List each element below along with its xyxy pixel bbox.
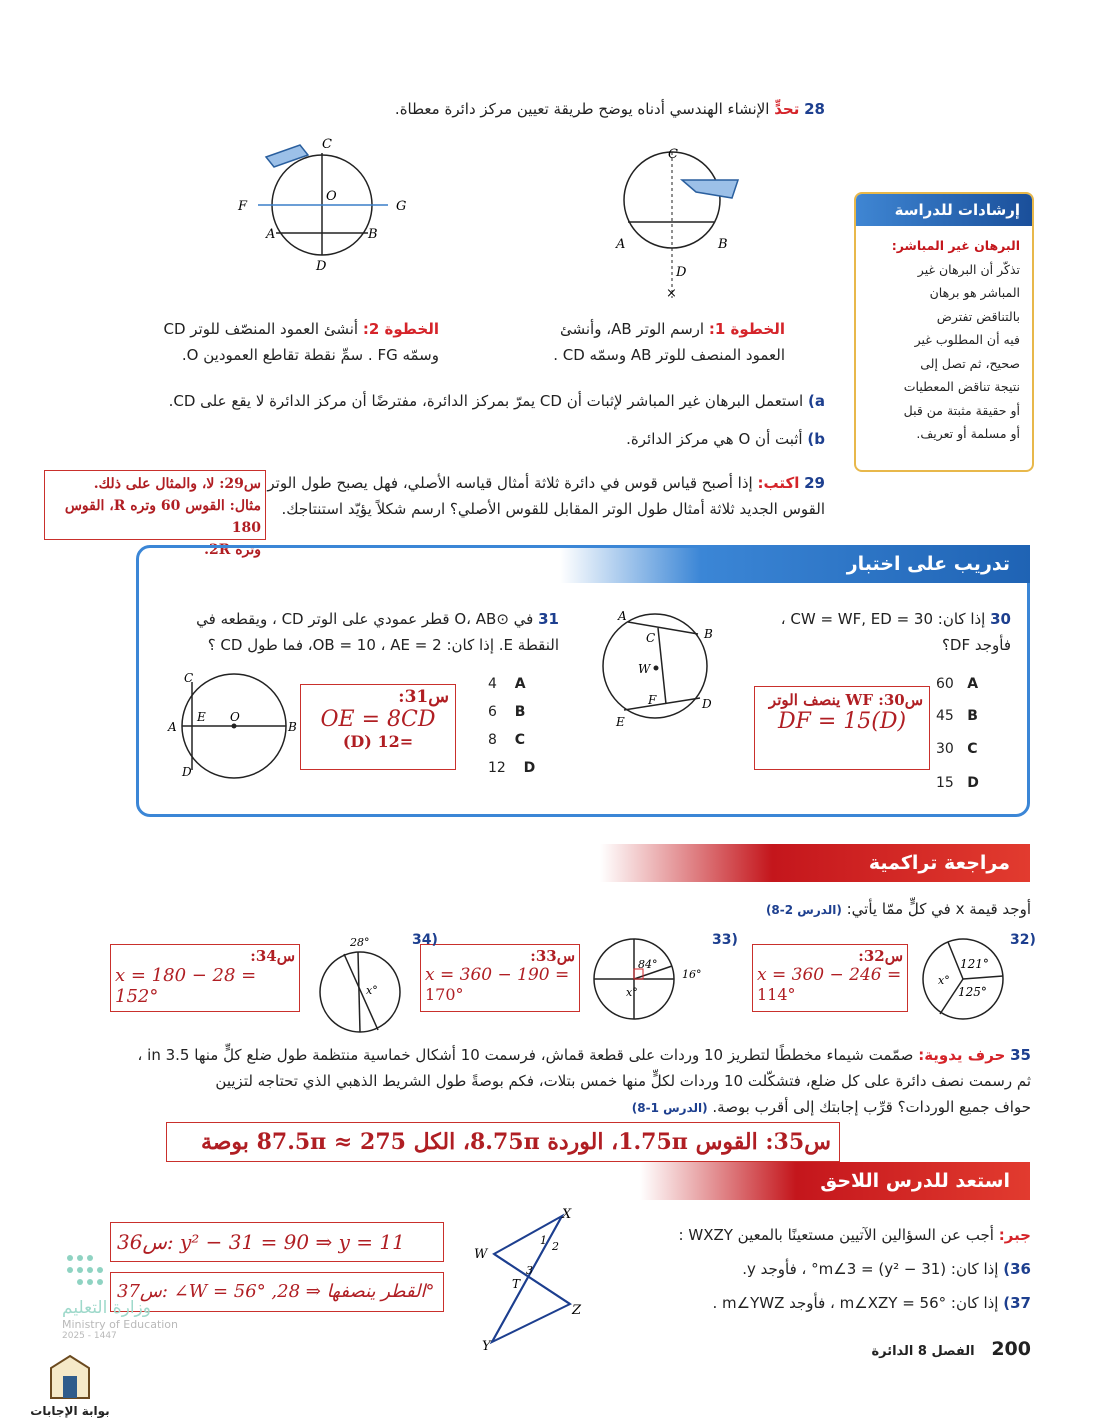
q31-option-b: 6 B: [488, 704, 526, 720]
fig1-label-a: A: [616, 237, 626, 252]
q37-text: 37) إذا كان: m∠XZY = 56° ، فأوجد m∠YWZ .: [712, 1294, 1031, 1312]
q28-part-b: b) أثبت أن O هي مركز الدائرة.: [626, 430, 825, 448]
q34-number: 34): [412, 932, 438, 948]
study-tip-box: إرشادات للدراسة البرهان غير المباشر: تذكّر أن البرهان غير المباشر هو برهان بالتناقض تفترض فيه أن المطلوب غير صحيح، ثم تصل إلى نتيجة تناقض المعطيات أو حقيقة مثبتة من قبل أو مسلمة أو تعريف.: [854, 192, 1034, 472]
fig2-label-a: A: [266, 227, 276, 242]
svg-text:E: E: [197, 710, 206, 724]
svg-text:B: B: [704, 627, 713, 641]
q29-answer-box: س29: لا، والمثال على ذلك. مثال: القوس 60 وتره R، القوس 180 وتره 2R.: [44, 470, 266, 540]
q37-answer-box: س37: ∠W = 56° ,القطر ينصفها ⇒ 28°: [110, 1272, 444, 1312]
q35-text: 35 حرف يدوية: صمّمت شيماء مخططًا لتطريز 10 وردات على قطعة قماش، فرسمت 10 أشكال خماسية منتظمة طول ضلع كلٍّ منها 3.5 in ، ثم رسمت نصف دائرة على كل ضلع، فتشكّلت 10 وردات لكلٍّ منها خمس بتلات، فكم بوصةً طول الشريط الذهبي الذي تحتاجه لتزيين حواف جميع الوردات؟ قرِّب إجابتك إلى أقرب بوصة. (الدرس 1-8): [137, 1046, 1031, 1116]
q33-figure: [588, 934, 708, 1024]
q30-answer-box: س30: WF ينصف الوتر DF = 15(D): [754, 686, 930, 770]
chapter-label: الفصل 8 الدائرة: [871, 1344, 975, 1359]
q28-part-a: a) استعمل البرهان غير المباشر لإثبات أن CD يمرّ بمركز الدائرة، مفترضًا أن مركز الدائرة لا يقع على CD.: [168, 392, 825, 410]
q28-step2: الخطوة 2: أنشئ العمود المنصّف للوتر CD وسمّه FG . سمِّ نقطة تقاطع العمودين O.: [163, 320, 439, 364]
page-number: 200: [991, 1338, 1031, 1360]
svg-text:Y: Y: [482, 1339, 491, 1354]
test-practice-title: تدريب على اختبار: [560, 545, 1030, 583]
page-footer: [871, 1338, 1031, 1360]
q28-step1: الخطوة 1: ارسم الوتر AB، وأنشئ العمود المنصف للوتر AB وسمّه CD .: [553, 320, 785, 364]
svg-text:W: W: [474, 1247, 488, 1262]
q34-figure: [314, 932, 414, 1042]
next-lesson-title: استعد للدرس اللاحق: [640, 1162, 1030, 1200]
q31-text: 31 في ⊙O، AB قطر عمودي على الوتر CD ، ويقطعه في النقطة E. إذا كان: OB = 10 ، AE = 2، فما طول CD ؟: [196, 610, 559, 654]
svg-text:x°: x°: [626, 986, 638, 999]
q36-text: 36) إذا كان: m∠3 = (y² − 31)° ، فأوجد y.: [742, 1260, 1031, 1278]
q36-answer-box: س36: y² − 31 = 90 ⇒ y = 11: [110, 1222, 444, 1262]
svg-text:16°: 16°: [682, 968, 702, 981]
svg-text:D: D: [182, 765, 192, 779]
q32-number: 32): [1010, 932, 1036, 948]
q28-intro: [265, 96, 825, 122]
ministry-logo-icon: [62, 1250, 152, 1294]
q30-option-c: 30 C: [936, 741, 978, 757]
q28-text: الإنشاء الهندسي أدناه يوضح طريقة تعيين مركز دائرة معطاة.: [394, 100, 770, 118]
svg-text:Z: Z: [572, 1303, 582, 1318]
svg-text:D: D: [702, 697, 712, 711]
svg-text:125°: 125°: [958, 985, 987, 999]
svg-text:x°: x°: [366, 984, 378, 997]
svg-text:2: 2: [552, 1240, 559, 1253]
svg-text:E: E: [616, 715, 625, 729]
fig1-label-c: C: [668, 147, 678, 162]
svg-text:84°: 84°: [638, 958, 658, 971]
svg-text:W: W: [638, 662, 651, 676]
q30-option-b: 45 B: [936, 708, 978, 724]
fig1-label-b: B: [718, 237, 728, 252]
svg-text:A: A: [168, 720, 177, 734]
fig2-label-o: O: [326, 189, 337, 204]
svg-text:28°: 28°: [350, 936, 370, 949]
q33-answer-box: س33: x = 360 − 190 = 170°: [420, 944, 580, 1012]
fig2-label-g: G: [396, 199, 407, 214]
q31-figure: [166, 668, 300, 784]
rhombus-figure: [470, 1204, 590, 1354]
q31-answer-box: س31: OE = 8CD (D) 12=: [300, 684, 456, 770]
portal-logo: بوابة الإجابات: [30, 1354, 110, 1418]
study-tip-subtitle: البرهان غير المباشر:: [891, 238, 1020, 253]
portal-logo-icon: [47, 1354, 93, 1400]
q28-figure-step1: [600, 140, 760, 310]
q32-answer-box: س32: x = 360 − 246 = 114°: [752, 944, 908, 1012]
svg-text:x°: x°: [938, 974, 950, 987]
fig2-label-c: C: [322, 137, 332, 152]
svg-text:×: ×: [666, 286, 677, 301]
q34-answer-box: س34: x = 180 − 28 = 152°: [110, 944, 300, 1012]
q33-number: 33): [712, 932, 738, 948]
q35-answer-box: س35: القوس 1.75π، الوردة 8.75π، الكل 87.5π ≈ 275 بوصة: [166, 1122, 840, 1162]
q31-option-d: 12 D: [488, 760, 536, 776]
q32-figure: [918, 934, 1008, 1024]
svg-text:F: F: [648, 693, 657, 707]
fig2-label-d: D: [316, 259, 327, 274]
q30-option-a: 60 A: [936, 676, 979, 692]
svg-text:1: 1: [540, 1234, 547, 1247]
svg-text:C: C: [184, 671, 194, 685]
ministry-watermark: وزارة التعليم Ministry of Education 2025 - 1447: [62, 1250, 202, 1341]
fig2-label-b: B: [368, 227, 378, 242]
svg-text:T: T: [512, 1277, 521, 1291]
svg-text:121°: 121°: [960, 957, 989, 971]
q28-label: تحدٍّ: [774, 100, 800, 118]
svg-text:O: O: [230, 710, 240, 724]
q31-option-a: 4 A: [488, 676, 526, 692]
study-tip-title: إرشادات للدراسة: [856, 194, 1032, 226]
q30-option-d: 15 D: [936, 775, 979, 791]
q30-figure: [600, 606, 730, 736]
fig1-label-d: D: [676, 265, 687, 280]
review-title: مراجعة تراكمية: [600, 844, 1030, 882]
next-lesson-intro: جبر: أجب عن السؤالين الآتيين مستعينًا بالمعين WXZY :: [678, 1226, 1031, 1244]
svg-text:B: B: [288, 720, 297, 734]
svg-text:X: X: [562, 1207, 572, 1222]
q29: 29 اكتب: إذا أصبح قياس قوس في دائرة ثلاثة أمثال قياسه الأصلي، فهل يصبح طول الوتر القوس الجديد ثلاثة أمثال طول الوتر المقابل للقوس الأصلي؟ ارسم شكلاً يؤيّد استنتاجك.: [267, 474, 825, 518]
svg-text:C: C: [646, 631, 656, 645]
q31-option-c: 8 C: [488, 732, 526, 748]
q28-number: 28: [804, 100, 825, 118]
svg-text:A: A: [618, 609, 627, 623]
fig2-label-f: F: [238, 199, 248, 214]
q30-text: 30 إذا كان: CW = WF, ED = 30 ، فأوجد DF؟: [780, 610, 1011, 654]
svg-text:3: 3: [526, 1264, 533, 1277]
review-instruction: أوجد قيمة x في كلٍّ ممّا يأتي: (الدرس 2-8): [765, 900, 1031, 918]
q28-figure-step2: [230, 135, 420, 275]
